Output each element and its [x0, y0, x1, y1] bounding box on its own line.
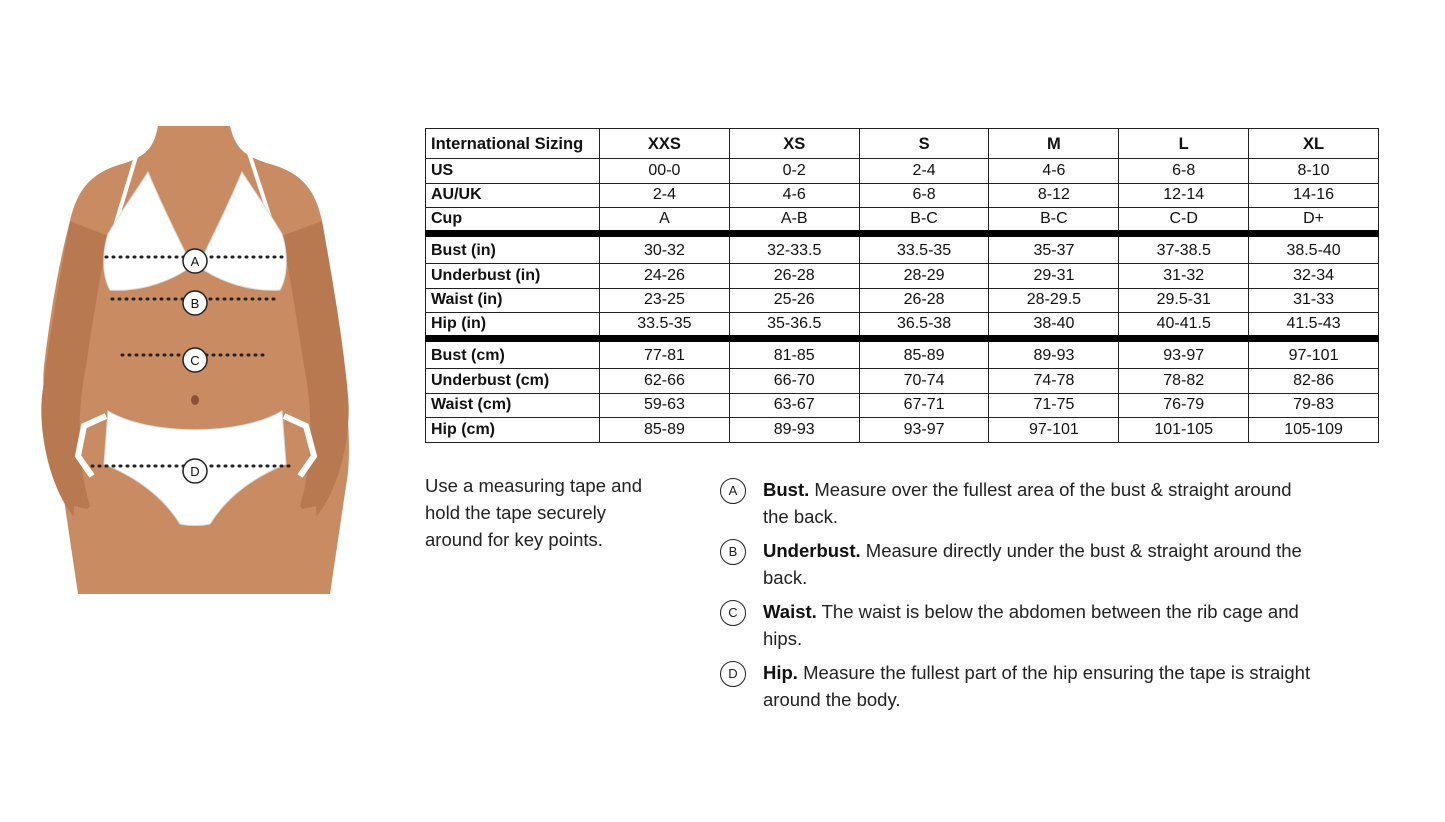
table-row: [426, 313, 1379, 339]
table-cell: 29.5-31: [1119, 288, 1249, 313]
table-row: [426, 418, 1379, 443]
table-cell: 32-33.5: [729, 234, 859, 264]
table-cell: 25-26: [729, 288, 859, 313]
table-cell: 70-74: [859, 369, 989, 394]
table-cell: 32-34: [1249, 264, 1379, 289]
table-cell: 33.5-35: [600, 313, 730, 339]
table-cell: 31-32: [1119, 264, 1249, 289]
header-size-m: M: [989, 129, 1119, 159]
svg-text:B: B: [190, 296, 200, 311]
table-cell: 12-14: [1119, 183, 1249, 208]
row-label: AU/UK: [426, 183, 600, 208]
table-cell: 14-16: [1249, 183, 1379, 208]
table-cell: 4-6: [989, 159, 1119, 184]
table-cell: 00-0: [600, 159, 730, 184]
table-cell: 63-67: [729, 393, 859, 418]
instruction-hip: [720, 659, 1320, 713]
table-cell: 23-25: [600, 288, 730, 313]
table-cell: 0-2: [729, 159, 859, 184]
table-cell: 71-75: [989, 393, 1119, 418]
row-label: Cup: [426, 208, 600, 234]
table-cell: 35-37: [989, 234, 1119, 264]
table-cell: 26-28: [729, 264, 859, 289]
table-cell: 24-26: [600, 264, 730, 289]
table-cell: 40-41.5: [1119, 313, 1249, 339]
table-cell: 36.5-38: [859, 313, 989, 339]
table-cell: A-B: [729, 208, 859, 234]
marker-c-icon: C: [720, 600, 746, 626]
table-cell: 74-78: [989, 369, 1119, 394]
table-cell: 41.5-43: [1249, 313, 1379, 339]
table-cell: 28-29.5: [989, 288, 1119, 313]
size-chart-table: [425, 128, 1379, 443]
marker-a: [183, 249, 207, 273]
table-cell: 33.5-35: [859, 234, 989, 264]
row-label: Underbust (cm): [426, 369, 600, 394]
table-row: [426, 288, 1379, 313]
table-row: [426, 393, 1379, 418]
table-cell: 2-4: [600, 183, 730, 208]
figure-illustration: [30, 126, 360, 596]
table-cell: 85-89: [600, 418, 730, 443]
table-cell: C-D: [1119, 208, 1249, 234]
table-cell: 76-79: [1119, 393, 1249, 418]
instruction-title: Waist.: [763, 601, 817, 622]
table-cell: 89-93: [729, 418, 859, 443]
table-cell: 4-6: [729, 183, 859, 208]
table-cell: 101-105: [1119, 418, 1249, 443]
marker-c: [183, 348, 207, 372]
marker-a-icon: A: [720, 478, 746, 504]
table-cell: A: [600, 208, 730, 234]
header-size-l: L: [1119, 129, 1249, 159]
svg-text:A: A: [190, 254, 200, 269]
table-cell: 26-28: [859, 288, 989, 313]
table-cell: 38-40: [989, 313, 1119, 339]
table-cell: 79-83: [1249, 393, 1379, 418]
instruction-text: Measure the fullest part of the hip ensuring the tape is straight around the body.: [763, 662, 1311, 710]
instruction-text: Measure directly under the bust & straight around the back.: [763, 540, 1302, 588]
marker-b-icon: B: [720, 539, 746, 565]
table-cell: 97-101: [989, 418, 1119, 443]
body-measurement-figure: [30, 126, 360, 596]
marker-d: [183, 459, 207, 483]
table-cell: B-C: [989, 208, 1119, 234]
header-size-s: S: [859, 129, 989, 159]
table-cell: 78-82: [1119, 369, 1249, 394]
table-row: [426, 369, 1379, 394]
table-cell: 37-38.5: [1119, 234, 1249, 264]
table-cell: 28-29: [859, 264, 989, 289]
instruction-waist: [720, 598, 1320, 652]
svg-text:D: D: [190, 464, 200, 479]
row-label: Waist (in): [426, 288, 600, 313]
table-cell: 38.5-40: [1249, 234, 1379, 264]
table-row: [426, 183, 1379, 208]
table-row: [426, 339, 1379, 369]
header-size-xxs: XXS: [600, 129, 730, 159]
table-cell: 89-93: [989, 339, 1119, 369]
measuring-tape-intro: Use a measuring tape and hold the tape securely around for key points.: [425, 475, 642, 550]
header-international-sizing: International Sizing: [426, 129, 600, 159]
header-size-xl: XL: [1249, 129, 1379, 159]
instruction-title: Underbust.: [763, 540, 861, 561]
header-size-xs: XS: [729, 129, 859, 159]
instruction-underbust: [720, 537, 1320, 591]
table-row: [426, 264, 1379, 289]
row-label: Bust (in): [426, 234, 600, 264]
measurement-instructions: [720, 476, 1320, 720]
table-cell: 66-70: [729, 369, 859, 394]
table-cell: 8-10: [1249, 159, 1379, 184]
table-cell: D+: [1249, 208, 1379, 234]
table-cell: 29-31: [989, 264, 1119, 289]
table-cell: 77-81: [600, 339, 730, 369]
row-label: Hip (cm): [426, 418, 600, 443]
row-label: Waist (cm): [426, 393, 600, 418]
instruction-bust: [720, 476, 1320, 530]
table-cell: 105-109: [1249, 418, 1379, 443]
table-cell: 35-36.5: [729, 313, 859, 339]
instruction-title: Bust.: [763, 479, 810, 500]
table-cell: 31-33: [1249, 288, 1379, 313]
table-cell: 62-66: [600, 369, 730, 394]
table-cell: 6-8: [1119, 159, 1249, 184]
row-label: US: [426, 159, 600, 184]
table-cell: 2-4: [859, 159, 989, 184]
table-cell: 59-63: [600, 393, 730, 418]
svg-text:C: C: [190, 353, 200, 368]
table-header-row: [426, 129, 1379, 159]
table-row: [426, 159, 1379, 184]
table-cell: 85-89: [859, 339, 989, 369]
marker-d-icon: D: [720, 661, 746, 687]
instruction-text: Measure over the fullest area of the bust & straight around the back.: [763, 479, 1292, 527]
table-cell: 8-12: [989, 183, 1119, 208]
table-cell: 81-85: [729, 339, 859, 369]
table-cell: 93-97: [859, 418, 989, 443]
table-cell: 67-71: [859, 393, 989, 418]
row-label: Bust (cm): [426, 339, 600, 369]
table-cell: 93-97: [1119, 339, 1249, 369]
row-label: Hip (in): [426, 313, 600, 339]
table-cell: 82-86: [1249, 369, 1379, 394]
table-cell: 6-8: [859, 183, 989, 208]
instruction-text: The waist is below the abdomen between the rib cage and hips.: [763, 601, 1299, 649]
marker-b: [183, 291, 207, 315]
instruction-title: Hip.: [763, 662, 798, 683]
table-cell: 30-32: [600, 234, 730, 264]
table-row: [426, 208, 1379, 234]
row-label: Underbust (in): [426, 264, 600, 289]
table-cell: B-C: [859, 208, 989, 234]
table-row: [426, 234, 1379, 264]
table-body: [426, 159, 1379, 443]
table-cell: 97-101: [1249, 339, 1379, 369]
